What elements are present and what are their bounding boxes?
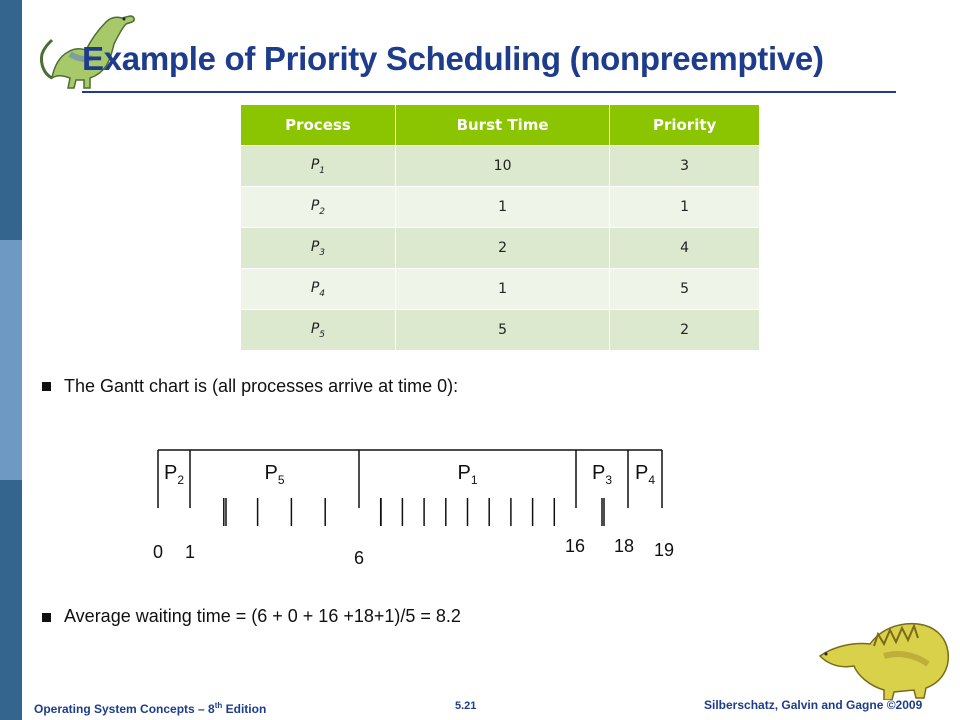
cell-priority: 1	[610, 187, 760, 228]
footer-authors: Silberschatz, Galvin and Gagne ©2009	[704, 698, 923, 712]
average-waiting-time-text: Average waiting time = (6 + 0 + 16 +18+1)/5 = 8.2	[64, 606, 461, 626]
cell-process: $P_2$	[241, 187, 396, 228]
process-table	[240, 104, 760, 351]
footer-book-title: Operating System Concepts – 8th Edition	[34, 701, 267, 716]
cell-burst: 1	[395, 187, 609, 228]
cell-priority: 3	[610, 146, 760, 187]
footer-page-number: 5.21	[455, 700, 477, 712]
gantt-time-label: 6	[353, 548, 365, 568]
gantt-segment-label: $P_3$	[591, 462, 613, 487]
cell-process: $P_4$	[241, 269, 396, 310]
bullet-square	[42, 382, 51, 391]
bullet-square	[42, 613, 51, 622]
table-row	[241, 228, 760, 269]
header-process: Process	[241, 105, 396, 146]
cell-burst: 10	[395, 146, 609, 187]
gantt-time-label: 0	[152, 542, 164, 562]
sidebar-band-top	[0, 0, 22, 240]
gantt-segment-label: $P_4$	[634, 462, 656, 487]
sidebar-band-bottom	[0, 480, 22, 720]
table-row	[241, 146, 760, 187]
gantt-time-label: 18	[613, 536, 635, 556]
header-burst-time: Burst Time	[395, 105, 609, 146]
table-row	[241, 187, 760, 228]
cell-process: $P_1$	[241, 146, 396, 187]
cell-burst: 5	[395, 310, 609, 351]
gantt-time-label: 16	[564, 536, 586, 556]
gantt-segment-label: $P_5$	[264, 462, 285, 487]
sidebar-band-middle	[0, 240, 22, 480]
slide-title: Example of Priority Scheduling (nonpreemptive)	[82, 40, 824, 77]
cell-priority: 4	[610, 228, 760, 269]
cell-burst: 2	[395, 228, 609, 269]
gantt-time-label: 1	[184, 542, 196, 562]
cell-priority: 2	[610, 310, 760, 351]
gantt-segment-label: $P_2$	[163, 462, 185, 487]
gantt-time-label: 19	[653, 540, 675, 560]
cell-process: $P_3$	[241, 228, 396, 269]
cell-priority: 5	[610, 269, 760, 310]
dinosaur-logo-bottom	[814, 616, 954, 700]
gantt-segment-label: $P_1$	[457, 462, 478, 487]
cell-burst: 1	[395, 269, 609, 310]
cell-process: $P_5$	[241, 310, 396, 351]
header-priority: Priority	[610, 105, 760, 146]
gantt-intro-text: The Gantt chart is (all processes arrive at time 0):	[64, 376, 459, 396]
table-row	[241, 310, 760, 351]
table-row	[241, 269, 760, 310]
title-underline	[82, 91, 896, 93]
